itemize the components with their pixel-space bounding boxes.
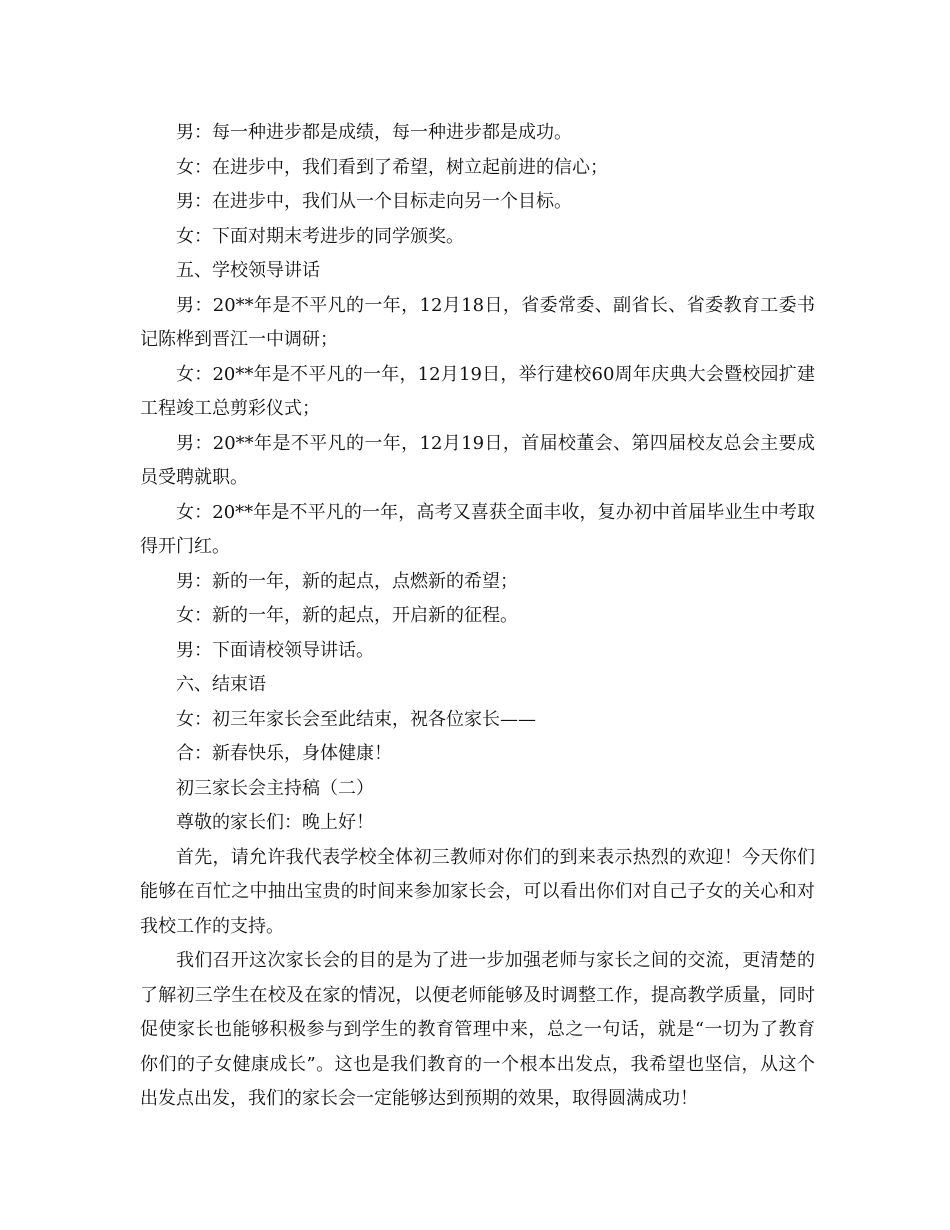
document-subtitle: 初三家长会主持稿（二） <box>176 777 374 799</box>
paragraph: 首先，请允许我代表学校全体初三教师对你们的到来表示热烈的欢迎！今天你们能够在百忙之中抽出宝贵的时间来参加家长会，可以看出你们对自己子女的关心和对我校工作的支持。 <box>140 846 815 937</box>
paragraph: 男：下面请校领导讲话。 <box>176 639 374 661</box>
paragraph: 男：新的一年，新的起点，点燃新的希望； <box>176 570 518 592</box>
paragraph: 我们召开这次家长会的目的是为了进一步加强老师与家长之间的交流，更清楚的了解初三学生在校及在家的情况，以便老师能够及时调整工作，提高教学质量，同时促使家长也能够积极参与到学生的教育管理中来，总之一句话，就是“一切为了教育你们的子女健康成长”。这也是我们教育的一个根本出发点，我希望也坚信，从这个出发点出发，我们的家长会一定能够达到预期的效果，取得圆满成功！ <box>140 950 815 1109</box>
document-body <box>140 116 815 1117</box>
paragraph: 男：每一种进步都是成绩，每一种进步都是成功。 <box>176 122 572 143</box>
section-heading: 六、结束语 <box>176 674 266 695</box>
paragraph: 男：20**年是不平凡的一年，12月18日，省委常委、副省长、省委教育工委书记陈桦到晋江一中调研； <box>140 294 815 350</box>
paragraph: 女：下面对期末考进步的同学颁奖。 <box>176 225 464 247</box>
paragraph: 女：20**年是不平凡的一年，高考又喜获全面丰收，复办初中首届毕业生中考取得开门红。 <box>140 501 815 557</box>
paragraph: 男：20**年是不平凡的一年，12月19日，首届校董会、第四届校友总会主要成员受聘就职。 <box>140 432 815 488</box>
paragraph: 女：20**年是不平凡的一年，12月19日，举行建校60周年庆典大会暨校园扩建工程竣工总剪彩仪式； <box>140 363 815 419</box>
paragraph: 男：在进步中，我们从一个目标走向另一个目标。 <box>176 191 572 212</box>
paragraph: 女：在进步中，我们看到了希望，树立起前进的信心； <box>176 156 608 178</box>
paragraph: 合：新春快乐，身体健康！ <box>176 743 392 764</box>
paragraph: 女：新的一年，新的起点，开启新的征程。 <box>176 605 518 626</box>
paragraph: 女：初三年家长会至此结束，祝各位家长—— <box>176 708 536 730</box>
greeting: 尊敬的家长们：晚上好！ <box>176 812 374 833</box>
section-heading: 五、学校领导讲话 <box>176 260 320 281</box>
